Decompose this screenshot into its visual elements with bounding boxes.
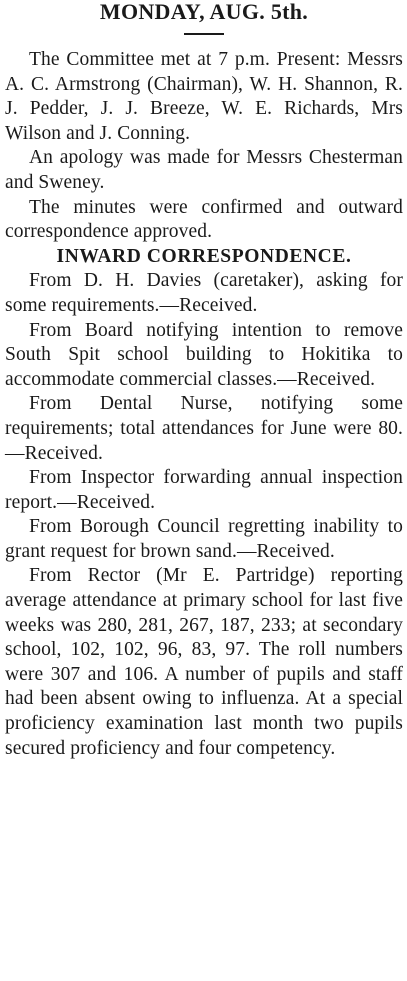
correspondence-item-rector: From Rector (Mr E. Partridge) reporting average attendance at primary school for last five weeks was 280, 281, 267, 187, 233; at secondary school, 102, 102, 96, 83, 97. The roll numbers were 307 and 106. A number of pupils and staff had been absent owing to influenza. At a special proficiency examination last month two pupils secured proficiency and four competency. [5,565,403,759]
date-heading: MONDAY, AUG. 5th. [99,0,309,24]
correspondence-item-board: From Board notifying intention to remove South Spit school building to Hokitika to accommodate commercial classes.—Received. [5,319,403,390]
section-subheading: INWARD CORRESPONDENCE. [56,245,352,267]
heading-rule [184,33,224,35]
minutes-paragraph-confirmed: The minutes were confirmed and outward correspondence approved. [5,196,403,243]
correspondence-item-inspector: From Inspector forwarding annual inspection report.—Received. [5,467,403,513]
minutes-paragraph-present: The Committee met at 7 p.m. Present: Messrs A. C. Armstrong (Chairman), W. H. Shannon, R. J. Pedder, J. J. Breeze, W. E. Richards, Mrs Wilson and J. Conning. [5,49,403,144]
correspondence-item-caretaker: From D. H. Davies (caretaker), asking for some requirements.—Received. [5,270,403,316]
correspondence-item-dental-nurse: From Dental Nurse, notifying some requirements; total attendances for June were 80.—Received. [5,393,403,464]
minutes-paragraph-apology: An apology was made for Messrs Chesterman and Sweney. [5,147,403,193]
correspondence-item-borough-council: From Borough Council regretting inability to grant request for brown sand.—Received. [5,516,403,562]
